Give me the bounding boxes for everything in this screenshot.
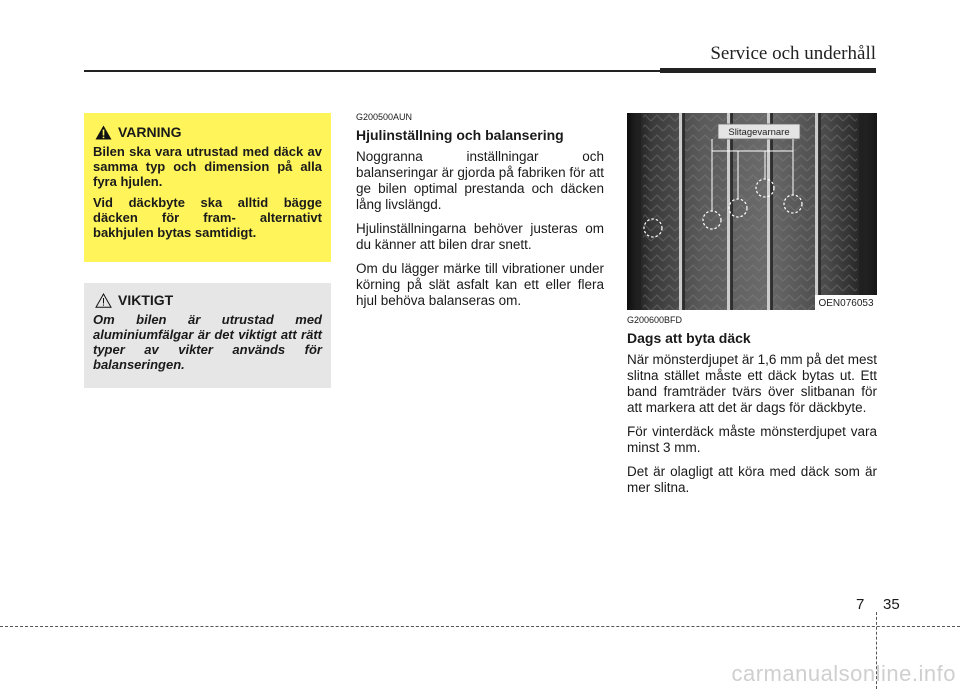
tire-tread-illustration bbox=[627, 113, 877, 310]
section-paragraph: Noggranna inställningar och balanseringar är gjorda på fabriken för att ge bilen optimal prestanda och däcken lång livslängd. bbox=[356, 149, 604, 212]
section-paragraph: Om du lägger märke till vibrationer under körning på slät asfalt kan ett eller flera hjul behöva balanseras om. bbox=[356, 261, 604, 308]
warning-paragraph: Vid däckbyte ska alltid bägge däcken för fram- alternativt bakhjulen bytas samtidigt. bbox=[93, 195, 322, 240]
chapter-number: 7 bbox=[856, 596, 865, 613]
tire-tread-figure bbox=[627, 113, 877, 310]
notice-text: Om bilen är utrustad med aluminiumfälgar är det viktigt att rätt typer av vikter används för balanseringen. bbox=[93, 312, 322, 372]
header-title: Service och underhåll bbox=[710, 43, 876, 64]
tire-replacement-section bbox=[627, 315, 877, 504]
notice-box bbox=[84, 283, 331, 388]
notice-heading bbox=[95, 292, 322, 308]
warning-heading bbox=[95, 124, 322, 140]
figure-code: OEN076053 bbox=[818, 298, 874, 309]
section-code: G200600BFD bbox=[627, 315, 683, 325]
notice-heading-text: VIKTIGT bbox=[118, 292, 174, 308]
header-rule-accent bbox=[660, 68, 876, 73]
section-paragraph: När mönsterdjupet är 1,6 mm på det mest slitna stället måste ett däck bytas ut. Ett band framträder tvärs över slitbanan för att markera att det är dags för däckbyte. bbox=[627, 352, 877, 415]
caution-triangle-icon bbox=[95, 293, 112, 308]
alignment-section bbox=[356, 112, 604, 317]
section-paragraph: För vinterdäck måste mönsterdjupet vara minst 3 mm. bbox=[627, 424, 877, 455]
page-number: 35 bbox=[883, 596, 900, 613]
figure-label: Slitagevarnare bbox=[728, 127, 790, 138]
warning-triangle-icon bbox=[95, 125, 112, 140]
section-paragraph: Hjulinställningarna behöver justeras om du känner att bilen drar snett. bbox=[356, 221, 604, 252]
section-title: Dags att byta däck bbox=[627, 330, 751, 346]
footer-rule bbox=[0, 626, 960, 627]
warning-heading-text: VARNING bbox=[118, 124, 182, 140]
warning-box bbox=[84, 113, 331, 262]
warning-paragraph: Bilen ska vara utrustad med däck av samma typ och dimension på alla fyra hjulen. bbox=[93, 144, 322, 189]
section-paragraph: Det är olagligt att köra med däck som är mer slitna. bbox=[627, 464, 877, 495]
section-code: G200500AUN bbox=[356, 112, 413, 122]
section-title: Hjulinställning och balansering bbox=[356, 127, 564, 143]
watermark: carmanualsonline.info bbox=[731, 661, 956, 686]
